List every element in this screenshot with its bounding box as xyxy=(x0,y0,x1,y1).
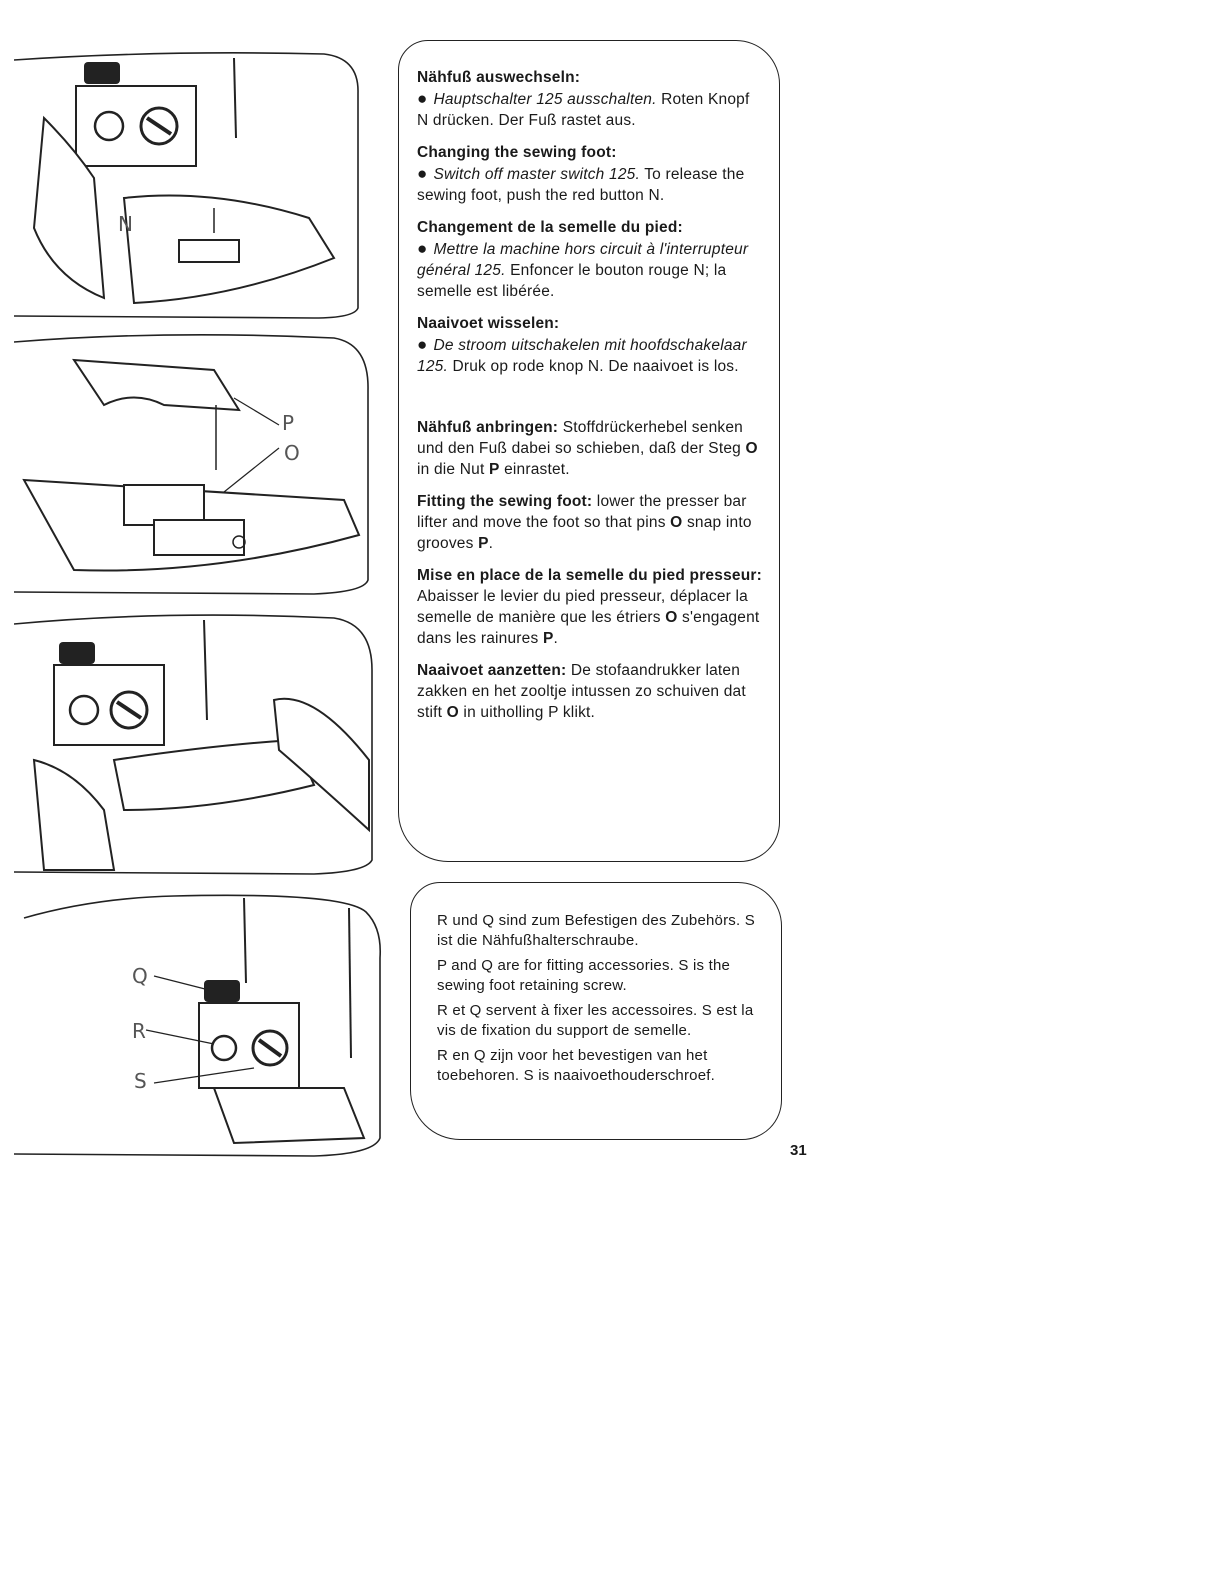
accessories-nl: R en Q zijn voor het bevestigen van het toebehoren. S is naaivoethouderschroef. xyxy=(437,1047,715,1084)
label-o: O xyxy=(284,441,300,465)
label-s: S xyxy=(134,1069,147,1093)
bullet-icon: ● xyxy=(417,335,428,354)
illustration-fit-foot xyxy=(14,330,374,600)
label-r: R xyxy=(132,1019,146,1043)
title-nl-fit: Naaivoet aanzetten: xyxy=(417,662,567,679)
section-fr-fit: Mise en place de la semelle du pied presseur: Abaisser le levier du pied presseur, déplacer la semelle de manière que les étriers O s'engagent dans les rainures P. xyxy=(417,567,762,647)
title-fr-fit: Mise en place de la semelle du pied presseur: xyxy=(417,567,762,584)
page-number: 31 xyxy=(790,1142,807,1159)
title-en-fit: Fitting the sewing foot: xyxy=(417,493,593,510)
title-en-remove: Changing the sewing foot: xyxy=(417,144,617,161)
bullet-icon: ● xyxy=(417,164,428,183)
bullet-icon: ● xyxy=(417,89,428,108)
label-q: Q xyxy=(132,964,148,988)
title-nl-remove: Naaivoet wisselen: xyxy=(417,315,560,332)
title-fr-remove: Changement de la semelle du pied: xyxy=(417,219,683,236)
accessories-en: P and Q are for fitting accessories. S is the sewing foot retaining screw. xyxy=(437,957,731,994)
section-de-remove: Nähfuß auswechseln: ● Hauptschalter 125 ausschalten. Roten Knopf N drücken. Der Fuß rastet aus. xyxy=(417,67,765,131)
illustration-remove-foot xyxy=(14,48,366,323)
section-en-remove: Changing the sewing foot: ● Switch off master switch 125. To release the sewing foot, push the red button N. xyxy=(417,142,765,206)
title-de-remove: Nähfuß auswechseln: xyxy=(417,69,581,86)
text-panel-foot-change xyxy=(398,40,780,862)
section-de-fit: Nähfuß anbringen: Stoffdrückerhebel senken und den Fuß dabei so schieben, daß der Steg O in die Nut P einrastet. xyxy=(417,419,758,478)
section-nl-remove: Naaivoet wisselen: ● De stroom uitschakelen mit hoofdschakelaar 125. Druk op rode knop N. De naaivoet is los. xyxy=(417,313,765,377)
section-en-fit: Fitting the sewing foot: lower the presser bar lifter and move the foot so that pins O snap into grooves P. xyxy=(417,493,752,552)
accessories-de: R und Q sind zum Befestigen des Zubehörs. S ist die Nähfußhalterschraube. xyxy=(437,912,755,949)
bullet-icon: ● xyxy=(417,239,428,258)
label-p: P xyxy=(282,411,295,435)
text-panel-accessories xyxy=(410,882,782,1140)
illustration-foot-attached xyxy=(14,610,379,878)
section-nl-fit: Naaivoet aanzetten: De stofaandrukker laten zakken en het zooltje intussen zo schuiven dat stift O in uitholling P klikt. xyxy=(417,662,746,721)
title-de-fit: Nähfuß anbringen: xyxy=(417,419,559,436)
label-n: N xyxy=(118,212,133,236)
section-fr-remove: Changement de la semelle du pied: ● Mettre la machine hors circuit à l'interrupteur général 125. Enfoncer le bouton rouge N; la semelle est libérée. xyxy=(417,217,765,302)
illustration-accessory-screws xyxy=(14,888,384,1160)
accessories-fr: R et Q servent à fixer les accessoires. S est la vis de fixation du support de semelle. xyxy=(437,1002,754,1039)
